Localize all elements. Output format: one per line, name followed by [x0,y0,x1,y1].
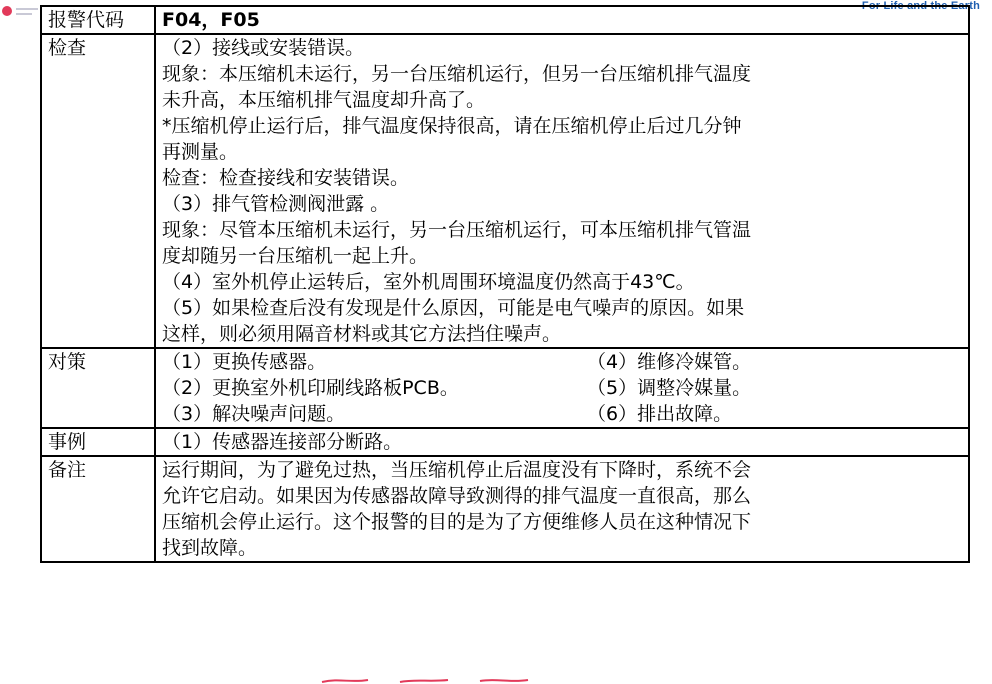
remark-label: 备注 [41,456,155,562]
table-row-check [41,34,969,348]
check-content [155,34,969,348]
check-line: *压缩机停止运行后，排气温度保持很高，请在压缩机停止后过几分钟 [162,115,742,137]
check-line: 再测量。 [162,141,239,163]
example-label: 事例 [41,428,155,456]
countermeasure-item: （4）维修冷媒管。 [587,351,752,373]
check-line: 现象：本压缩机未运行，另一台压缩机运行，但另一台压缩机排气温度 [162,63,752,85]
alarm-code-table [40,5,970,563]
countermeasure-item: （6）排出故障。 [587,403,733,425]
red-handwriting-mark [320,676,580,684]
check-line: 这样，则必须用隔音材料或其它方法挡住噪声。 [162,323,562,345]
remark-line: 找到故障。 [162,537,258,559]
logo-line-icon [16,8,38,10]
check-line: 检查：检查接线和安装错误。 [162,167,410,189]
example-content: （1）传感器连接部分断路。 [155,428,969,456]
table-row-alarm-code [41,6,969,34]
remark-line: 压缩机会停止运行。这个报警的目的是为了方便维修人员在这种情况下 [162,511,752,533]
countermeasure-content [155,348,969,428]
countermeasure-grid [162,349,962,427]
remark-line: 允许它启动。如果因为传感器故障导致测得的排气温度一直很高，那么 [162,485,752,507]
table-row-remark [41,456,969,562]
remark-content [155,456,969,562]
alarm-code-value: F04，F05 [155,6,969,34]
check-line: 现象：尽管本压缩机未运行，另一台压缩机运行，可本压缩机排气管温 [162,219,752,241]
slide-corner-logo [0,0,40,22]
logo-line-icon [16,13,32,15]
brand-slogan: For Life and the Earth [861,0,980,12]
check-line: （2）接线或安装错误。 [162,37,365,59]
countermeasure-item: （5）调整冷媒量。 [587,377,752,399]
check-line: （5）如果检查后没有发现是什么原因，可能是电气噪声的原因。如果 [162,297,745,319]
countermeasure-item: （3）解决噪声问题。 [162,403,346,425]
check-label: 检查 [41,34,155,348]
alarm-code-label: 报警代码 [41,6,155,34]
countermeasure-item: （2）更换室外机印刷线路板PCB。 [162,377,459,399]
check-line: （3）排气管检测阀泄露 。 [162,193,390,215]
countermeasure-item: （1）更换传感器。 [162,351,327,373]
logo-dot-icon [2,6,12,16]
table-row-countermeasure [41,348,969,428]
remark-line: 运行期间，为了避免过热，当压缩机停止后温度没有下降时，系统不会 [162,459,752,481]
table-row-example [41,428,969,456]
check-line: 度却随另一台压缩机一起上升。 [162,245,429,267]
countermeasure-label: 对策 [41,348,155,428]
check-line: （4）室外机停止运转后，室外机周围环境温度仍然高于43℃。 [162,271,695,293]
check-line: 未升高，本压缩机排气温度却升高了。 [162,89,486,111]
